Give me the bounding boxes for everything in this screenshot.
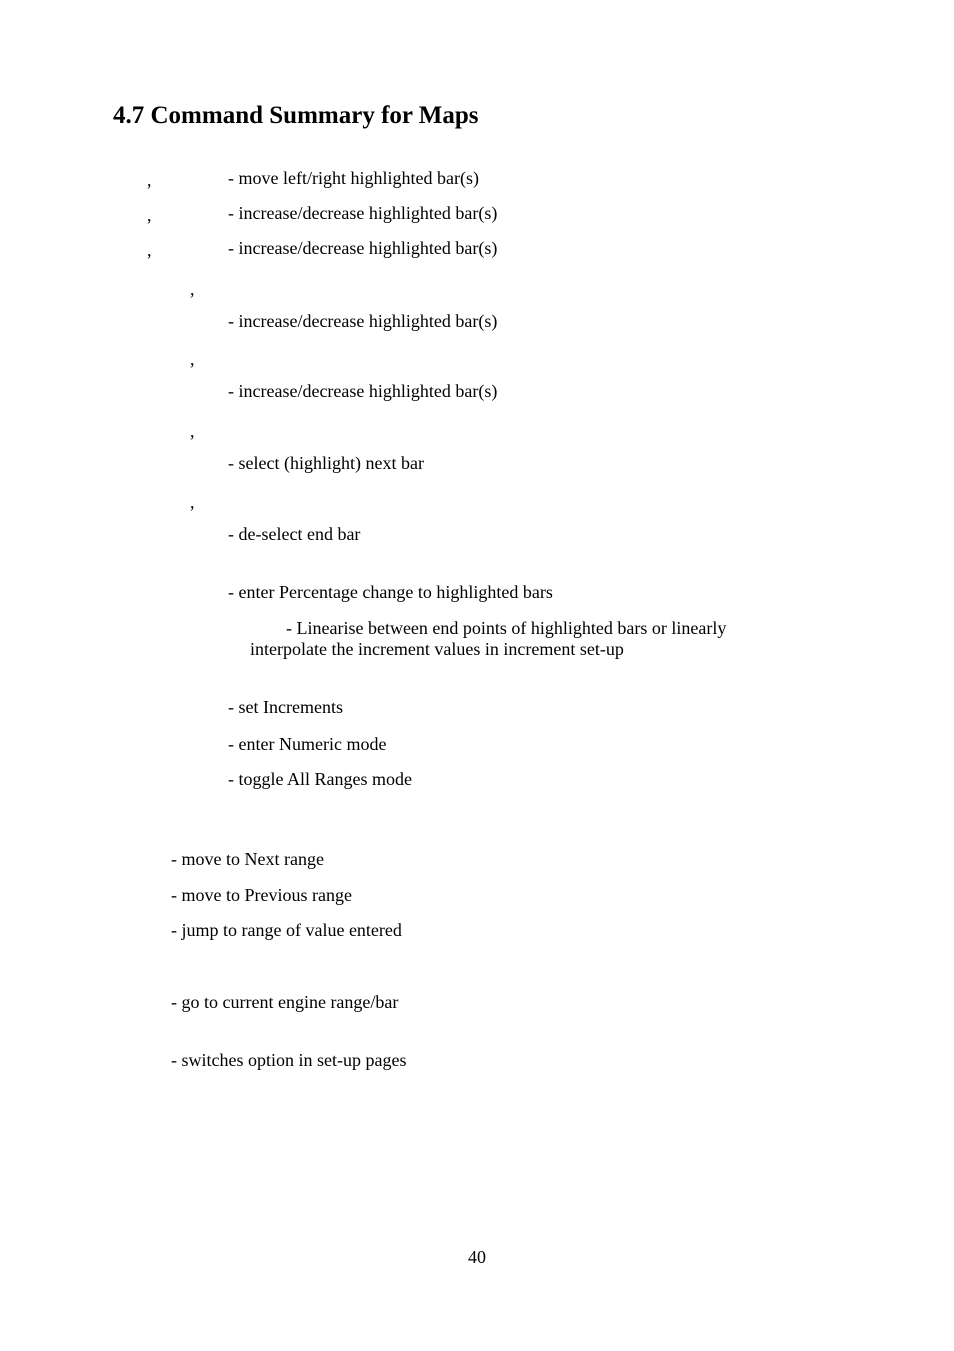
page-number: 40 — [468, 1247, 486, 1267]
key-separator: , — [190, 349, 195, 369]
key-separator: , — [147, 205, 152, 225]
command-description: - increase/decrease highlighted bar(s) — [228, 381, 498, 401]
command-description: - select (highlight) next bar — [228, 453, 424, 473]
range-command: - switches option in set-up pages — [171, 1050, 407, 1070]
command-description: - move left/right highlighted bar(s) — [228, 168, 479, 188]
command-description: - de-select end bar — [228, 524, 361, 544]
range-command: - move to Next range — [171, 849, 324, 869]
key-separator: , — [147, 170, 152, 190]
range-command: - go to current engine range/bar — [171, 992, 399, 1012]
command-description: - enter Numeric mode — [228, 734, 387, 754]
range-command: - move to Previous range — [171, 885, 352, 905]
command-description: - set Increments — [228, 697, 343, 717]
command-description-continued: interpolate the increment values in increment set-up — [250, 639, 624, 659]
page-title: 4.7 Command Summary for Maps — [113, 102, 479, 129]
command-description: - increase/decrease highlighted bar(s) — [228, 238, 498, 258]
range-command: - jump to range of value entered — [171, 920, 402, 940]
key-separator: , — [190, 421, 195, 441]
command-description: - increase/decrease highlighted bar(s) — [228, 311, 498, 331]
key-separator: , — [190, 492, 195, 512]
command-description: - Linearise between end points of highlighted bars or linearly — [286, 618, 727, 638]
command-description: - toggle All Ranges mode — [228, 769, 412, 789]
key-separator: , — [147, 240, 152, 260]
command-description: - enter Percentage change to highlighted bars — [228, 582, 553, 602]
key-separator: , — [190, 279, 195, 299]
command-description: - increase/decrease highlighted bar(s) — [228, 203, 498, 223]
